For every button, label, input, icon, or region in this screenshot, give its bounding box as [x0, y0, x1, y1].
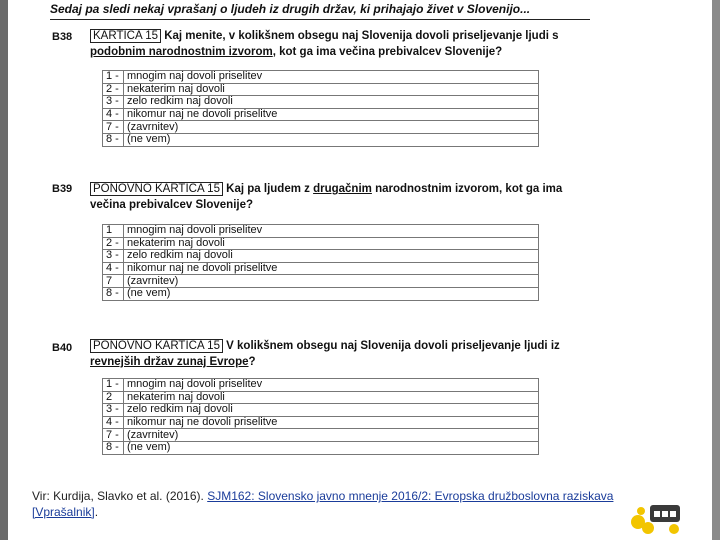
options-table: [102, 378, 539, 455]
card-label: KARTICA 15: [90, 29, 161, 43]
option-code: 3 -: [103, 404, 124, 417]
option-label: (zavrnitev): [124, 429, 539, 442]
option-label: (ne vem): [124, 441, 539, 454]
question-line1: Kaj menite, v kolikšnem obsegu naj Slovenija dovoli priseljevanje ljudi s: [164, 30, 559, 42]
question-id: B40: [52, 342, 73, 354]
option-code: 1: [103, 225, 124, 238]
option-row: [103, 71, 539, 84]
option-code: 3 -: [103, 96, 124, 109]
option-row: [103, 379, 539, 392]
question-line2: večina prebivalcev Slovenije?: [90, 199, 253, 211]
option-row: [103, 441, 539, 454]
question-text: [90, 28, 590, 60]
option-label: (ne vem): [124, 133, 539, 146]
intro-divider: [50, 19, 590, 20]
question-underlined: revnejših držav zunaj Evrope: [90, 356, 249, 368]
option-label: nekaterim naj dovoli: [124, 83, 539, 96]
option-label: mnogim naj dovoli priselitev: [124, 379, 539, 392]
option-row: [103, 108, 539, 121]
question-line1: V kolikšnem obsegu naj Slovenija dovoli priseljevanje ljudi iz: [226, 340, 560, 352]
question-text: [90, 181, 590, 213]
option-row: [103, 429, 539, 442]
question-underlined: drugačnim: [313, 183, 372, 195]
citation-suffix: .: [94, 505, 99, 519]
option-label: nekaterim naj dovoli: [124, 237, 539, 250]
option-row: [103, 250, 539, 263]
option-row: [103, 391, 539, 404]
source-citation: [32, 488, 652, 520]
citation-link[interactable]: SJM162: Slovensko javno mnenje 2016/2: Evropska družboslovna raziskava [Vprašalnik]: [32, 489, 614, 519]
option-label: (zavrnitev): [124, 275, 539, 288]
option-code: 8 -: [103, 133, 124, 146]
question-line1: Kaj pa ljudem z: [226, 183, 314, 195]
option-label: mnogim naj dovoli priselitev: [124, 225, 539, 238]
option-code: 4 -: [103, 262, 124, 275]
option-code: 4 -: [103, 108, 124, 121]
option-code: 7: [103, 275, 124, 288]
option-label: (ne vem): [124, 287, 539, 300]
question-id: B39: [52, 183, 73, 195]
option-code: 1 -: [103, 71, 124, 84]
right-frame-bar: [712, 0, 720, 540]
option-row: [103, 225, 539, 238]
option-label: zelo redkim naj dovoli: [124, 250, 539, 263]
options-table: [102, 70, 539, 147]
option-row: [103, 275, 539, 288]
option-code: 7 -: [103, 429, 124, 442]
option-code: 2: [103, 391, 124, 404]
option-code: 4 -: [103, 416, 124, 429]
option-code: 3 -: [103, 250, 124, 263]
option-label: (zavrnitev): [124, 121, 539, 134]
option-row: [103, 237, 539, 250]
option-label: nekaterim naj dovoli: [124, 391, 539, 404]
card-label: PONOVNO KARTICA 15: [90, 182, 223, 196]
option-row: [103, 133, 539, 146]
option-row: [103, 287, 539, 300]
card-label: PONOVNO KARTICA 15: [90, 339, 223, 353]
option-code: 8 -: [103, 441, 124, 454]
option-label: zelo redkim naj dovoli: [124, 404, 539, 417]
option-row: [103, 404, 539, 417]
question-id: B38: [52, 31, 73, 43]
intro-text: Sedaj pa sledi nekaj vprašanj o ljudeh iz drugih držav, ki prihajajo živet v Slovenijo...: [50, 2, 531, 16]
option-code: 2 -: [103, 237, 124, 250]
question-text: [90, 338, 590, 370]
option-label: nikomur naj ne dovoli priselitve: [124, 416, 539, 429]
option-code: 2 -: [103, 83, 124, 96]
option-row: [103, 83, 539, 96]
questionnaire-page: [50, 0, 650, 480]
option-code: 8 -: [103, 287, 124, 300]
left-frame-bar: [0, 0, 8, 540]
question-line1-end: narodnostnim izvorom, kot ga ima: [371, 183, 563, 195]
question-line2: , kot ga ima večina prebivalcev Slovenije?: [272, 46, 503, 58]
options-table: [102, 224, 539, 301]
citation-prefix: Vir: Kurdija, Slavko et al. (2016).: [32, 489, 208, 503]
option-code: 1 -: [103, 379, 124, 392]
option-label: nikomur naj ne dovoli priselitve: [124, 108, 539, 121]
option-row: [103, 416, 539, 429]
option-label: nikomur naj ne dovoli priselitve: [124, 262, 539, 275]
option-row: [103, 121, 539, 134]
option-label: zelo redkim naj dovoli: [124, 96, 539, 109]
adp-logo: [628, 502, 684, 534]
question-line2: ?: [248, 356, 256, 368]
option-row: [103, 96, 539, 109]
option-row: [103, 262, 539, 275]
option-code: 7 -: [103, 121, 124, 134]
option-label: mnogim naj dovoli priselitev: [124, 71, 539, 84]
question-underlined: podobnim narodnostnim izvorom: [90, 46, 273, 58]
